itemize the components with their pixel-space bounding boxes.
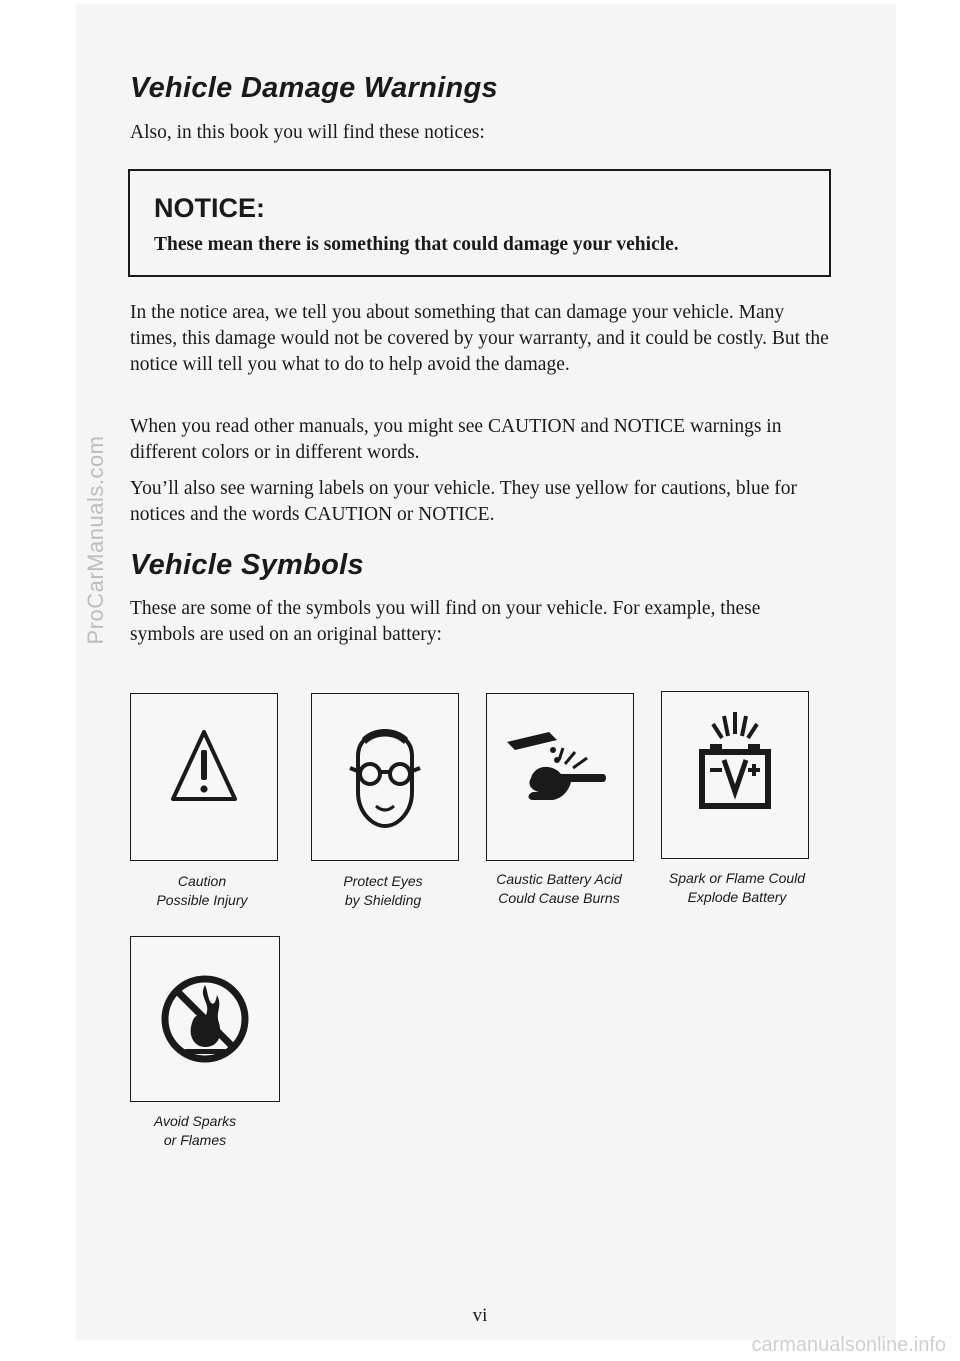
symbol-box-battery-explode bbox=[661, 691, 809, 859]
notice-box bbox=[128, 169, 831, 277]
caption-protect-eyes: Protect Eyes by Shielding bbox=[343, 873, 423, 908]
warning-labels-paragraph: You’ll also see warning labels on your vehicle. They use yellow for cautions, blue for notices and the words CAUTION or NOTICE. bbox=[130, 478, 798, 525]
page-number: vi bbox=[472, 1305, 488, 1326]
battery-explode-icon bbox=[662, 692, 808, 858]
caustic-acid-icon bbox=[487, 694, 633, 860]
watermark-carmanualsonline: carmanualsonline.info bbox=[751, 1334, 946, 1356]
symbol-box-caution bbox=[130, 693, 278, 861]
symbol-box-no-flame bbox=[130, 936, 280, 1102]
no-flame-icon bbox=[131, 937, 279, 1101]
caption-no-flame: Avoid Sparks or Flames bbox=[153, 1113, 237, 1148]
caption-caustic-acid: Caustic Battery Acid Could Cause Burns bbox=[496, 871, 622, 906]
damage-intro-text: Also, in this book you will find these notices: bbox=[130, 122, 485, 143]
heading-vehicle-damage-warnings: Vehicle Damage Warnings bbox=[130, 72, 498, 104]
notice-area-paragraph: In the notice area, we tell you about something that can damage your vehicle. Many times, this damage would not be covered by your warranty, and it could be costly. But the notice will tell you what to do to help avoid the damage. bbox=[130, 302, 829, 375]
other-manuals-paragraph: When you read other manuals, you might see CAUTION and NOTICE warnings in different colors or in different words. bbox=[130, 416, 782, 463]
symbol-box-caustic-acid bbox=[486, 693, 634, 861]
notice-title: NOTICE: bbox=[154, 193, 265, 223]
symbol-box-protect-eyes bbox=[311, 693, 459, 861]
notice-text: These mean there is something that could damage your vehicle. bbox=[154, 234, 679, 255]
watermark-procarmanuals: ProCarManuals.com bbox=[83, 435, 108, 645]
caution-triangle-icon bbox=[131, 694, 277, 860]
heading-vehicle-symbols: Vehicle Symbols bbox=[130, 549, 364, 581]
protect-eyes-icon bbox=[312, 694, 458, 860]
symbols-intro-text: These are some of the symbols you will find on your vehicle. For example, these symbols are used on an original battery: bbox=[130, 598, 761, 645]
caption-caution: Caution Possible Injury bbox=[156, 873, 248, 908]
caption-battery-explode: Spark or Flame Could Explode Battery bbox=[668, 870, 806, 905]
